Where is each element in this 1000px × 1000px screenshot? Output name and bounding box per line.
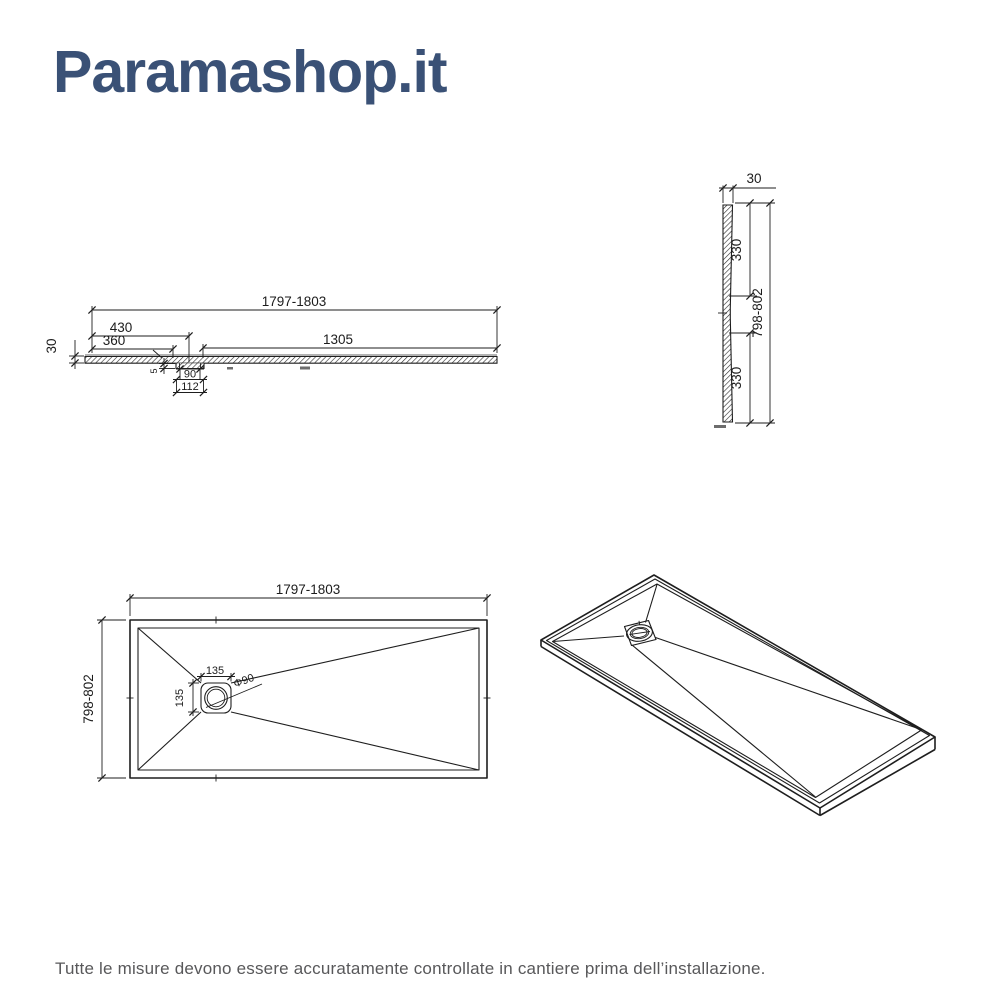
dim-overall-length: 1797-1803: [261, 294, 327, 309]
drain-circle-outer: [205, 687, 228, 710]
installation-note: Tutte le misure devono essere accuratamente controllate in cantiere prima dell’installazione.: [55, 959, 766, 978]
drain-3d: [625, 621, 657, 646]
top-view: [81, 582, 491, 782]
dim-top-length: 1797-1803: [275, 582, 341, 597]
tray-profile-long: [85, 357, 497, 364]
dim-to-drain-edge: 360: [102, 333, 126, 348]
dim-drain-to-edge: 330: [729, 366, 744, 390]
dim-drain-depth: 5: [149, 368, 159, 374]
side-view-long: [44, 294, 501, 396]
drain-circle-inner: [207, 689, 225, 707]
dim-drain-offset-y: 135: [174, 688, 186, 708]
dim-overall-width: 798-802: [750, 288, 765, 338]
drain-square: [201, 683, 231, 713]
dim-drain-offset-x: 135: [205, 665, 225, 677]
site-logo: Paramashop.it: [53, 39, 447, 105]
dim-to-drain-center: 430: [109, 320, 133, 335]
dim-edge-to-drain: 330: [729, 238, 744, 262]
dim-tray-height: 30: [44, 338, 59, 354]
dim-drain-outer-width: 112: [181, 381, 199, 393]
perspective-view: [541, 575, 935, 816]
dim-thickness: 30: [746, 171, 762, 186]
dim-top-width: 798-802: [81, 674, 96, 724]
dim-drain-inner-width: 90: [183, 368, 197, 381]
dim-drain-diameter: Φ90: [232, 671, 256, 691]
dim-drain-to-end: 1305: [322, 332, 354, 347]
side-view-short: [714, 171, 776, 428]
